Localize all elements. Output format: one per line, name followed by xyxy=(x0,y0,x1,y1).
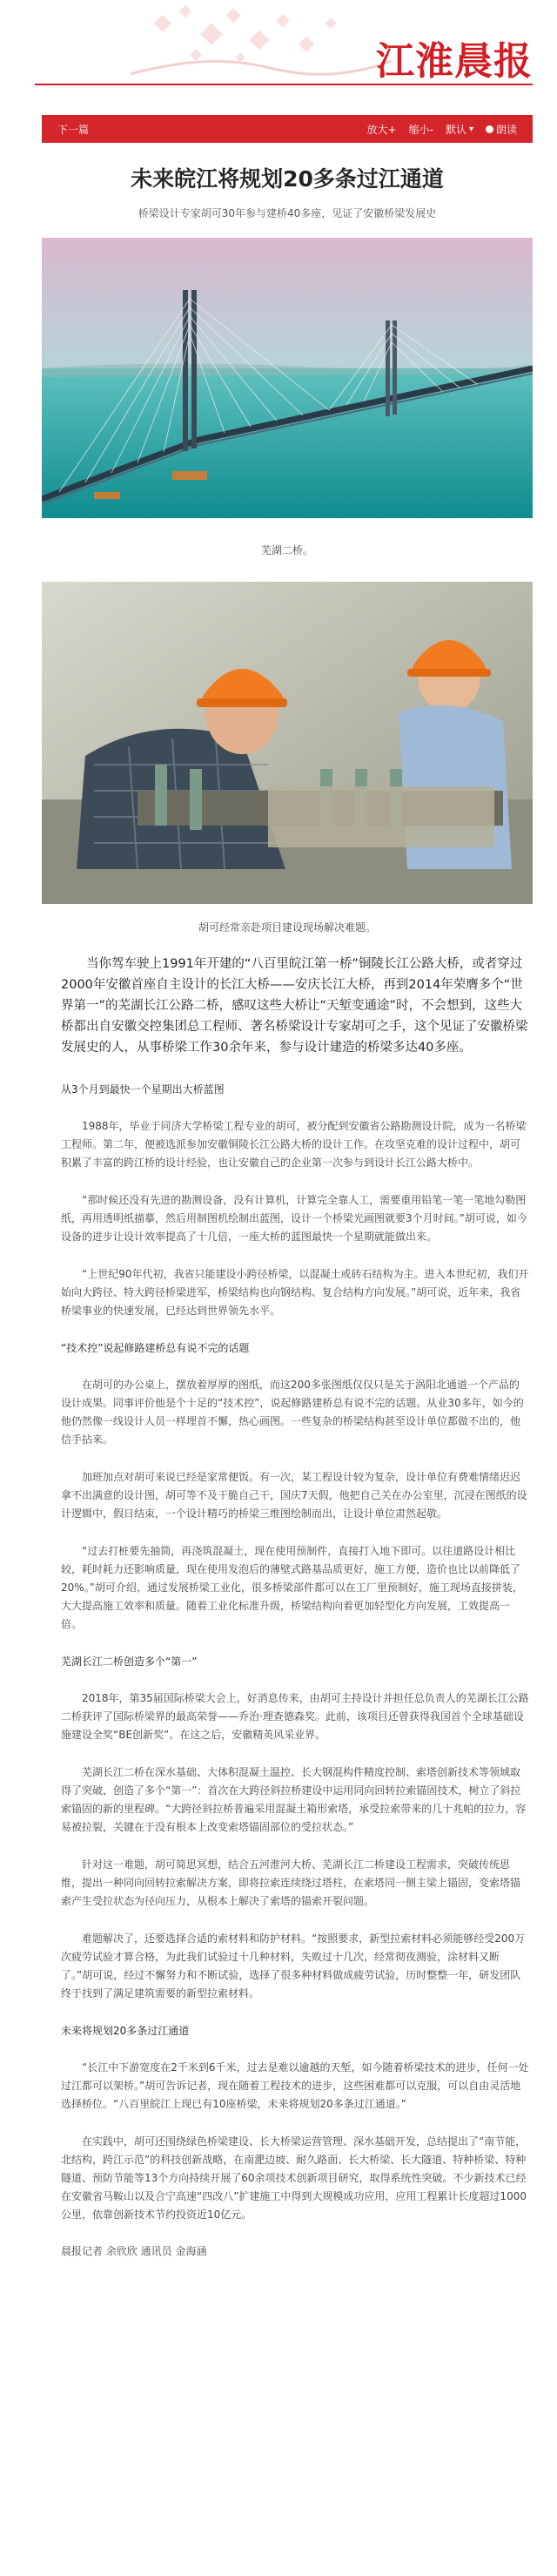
masthead-rule xyxy=(35,84,533,85)
body-paragraph: 在实践中，胡可还围绕绿色桥梁建设、长大桥梁运营管理、深水基础开发，总结提出了“南节能，北结构，跨江示范”的科技创新战略，在南淝边坡、耐久路面、长大桥梁、长大隧道、特种桥梁、特种隧道、预防节能等13个方向持续开展了60余项技术创新项目研究，取得系统性突破。不少新技术已经在安徽省马鞍山以及合宁高速“四改八”扩建施工中得到大规模成功应用，应用工程累计长度超过1000公里，依靠创新技术节约投资近10亿元。 xyxy=(61,2135,527,2221)
read-aloud-button[interactable] xyxy=(486,122,517,137)
body-paragraph: “长江中下游宽度在2千米到6千米，过去是难以逾越的天堑，如今随着桥梁技术的进步，任何一处过江都可以架桥。”胡可告诉记者，现在随着工程技术的进步，这些困难都可以克服，可以自由灵活地选择桥位。“八百里皖江上现已有10座桥梁，未来将规划20多条过江通道。” xyxy=(61,2061,529,2110)
chevron-down-icon: ▾ xyxy=(468,124,473,134)
zoom-out-button[interactable]: 缩小- xyxy=(408,123,433,136)
body-paragraph: 在胡可的办公桌上，摆放着厚厚的图纸，而这200多张图纸仅仅只是关于涡阳北通道一个产品的设计成果。同事评价他是个十足的“技术控”，说起修路建桥总有说不完的话题。从业30多年，如今的他仍然像一线设计人员一样埋首不懈，热心画图。一些复杂的桥梁结构甚至设计单位都做不出的，他信手拈来。 xyxy=(61,1379,524,1446)
bridge-illustration xyxy=(42,238,533,518)
section-heading: 未来将规划20多条过江通道 xyxy=(61,2025,190,2037)
body-paragraph: “过去打桩要先抽筒，再浇筑混凝土，现在使用预制件，直接打入地下即可。以往道路设计相比较，耗时耗力还影响质量，现在使用发泡后的薄壁式路基品质更好，施工方便，造价也比以前降低了20%。”胡可介绍，通过发展桥梁工业化，很多桥梁部件都可以在工厂里预制好，施工现场直接拼装，大大提高施工效率和质量。随着工业化标准升级，桥梁结构向着更加轻型化方向发展，工效提高一倍。 xyxy=(61,1545,523,1630)
masthead xyxy=(0,0,557,103)
body-paragraph: 1988年，毕业于同济大学桥梁工程专业的胡可，被分配到安徽省公路勘测设计院，成为一名桥梁工程师。第二年，便被选派参加安徽铜陵长江公路大桥的设计工作。在攻坚克难的设计过程中，胡可积累了丰富的跨江桥的设计经验，也让安徽自己的企业第一次参与到设计长江公路大桥中。 xyxy=(61,1120,527,1169)
read-aloud-label: 朗读 xyxy=(495,123,517,136)
section-heading: 从3个月到最快一个星期出大桥蓝图 xyxy=(61,1083,225,1096)
speaker-icon xyxy=(486,125,493,133)
article-subtitle: 桥梁设计专家胡可30年参与建桥40多座，见证了安徽桥梁发展史 xyxy=(138,207,437,219)
masthead-flourish xyxy=(131,0,392,87)
toolbar-controls xyxy=(367,122,517,137)
default-size-label: 默认 xyxy=(445,123,466,136)
next-article-link[interactable]: 下一篇 xyxy=(57,123,90,136)
article-title: 未来皖江将规划20多条过江通道 xyxy=(131,166,444,192)
body-paragraph: “上世纪90年代初，我省只能建设小跨径桥梁，以混凝土或砖石结构为主。进入本世纪初，我们开始向大跨径、特大跨径桥梁进军，桥梁结构也向钢结构、复合结构方向发展。”胡可说，近年来，我省桥梁事业的快速发展，已经达到世界领先水平。 xyxy=(61,1268,529,1317)
body-paragraph: 加班加点对胡可来说已经是家常便饭。有一次，某工程设计较为复杂，设计单位有费难情绪迟迟拿不出满意的设计图，胡可等不及干脆自己干，国庆7天假，他把自己关在办公室里，沉浸在图纸的设计逻辑中，假日结束，一个设计精巧的桥梁三维图绘制而出，让设计单位肃然起敬。 xyxy=(61,1471,527,1520)
article-body xyxy=(61,954,529,2224)
body-paragraph: 难题解决了，还要选择合适的索材料和防护材料。“按照要求，新型拉索材料必须能够经受200万次疲劳试验才算合格，为此我们试验过十几种材料，失败过十几次，经常彻夜测验，涂材料又断了。”胡可说，经过不懈努力和不断试验，选择了很多种材料做成疲劳试验，历时整整一年，研发团队终于找到了满足建筑需要的新型拉索材料。 xyxy=(61,1932,526,1999)
engineer-photo xyxy=(42,582,533,904)
body-paragraph: 针对这一难题，胡可简思冥想，结合五河淮河大桥、芜湖长江二桥建设工程需求，突破传统思维，提出一种同向回转拉索解决方案，即将拉索连续绕过塔柱，在索塔同一侧主梁上锚固，变索塔锚索产生受拉状态为径向压力，从根本上解决了索塔的锚索开裂问题。 xyxy=(61,1858,521,1907)
section-heading: “技术控”说起修路建桥总有说不完的话题 xyxy=(61,1342,250,1354)
body-paragraph: 芜湖长江二桥在深水基础、大体积混凝土温控、长大钢混构件精度控制、索塔创新技术等领域取得了突破，创造了多个“第一”：首次在大跨径斜拉桥建设中运用同向回转拉索锚固技术，树立了斜拉索锚固的新的里程碑。“大跨径斜拉桥普遍采用混凝土箱形索塔，承受拉索带来的几十兆帕的拉力，容易被拉裂，关键在于没有根本上改变索塔锚固部位的受拉状态。” xyxy=(61,1766,527,1833)
lead-paragraph: 当你驾车驶上1991年开建的“八百里皖江第一桥”铜陵长江公路大桥，或者穿过2000年安徽首座自主设计的长江大桥——安庆长江大桥，再到2014年荣膺多个“世界第一”的芜湖长江公路二桥，感叹这些大桥让“天堑变通途”时，不会想到，这些大桥都出自安徽交控集团总工程师、著名桥梁设计专家胡可之手，这个见证了安徽桥梁发展史的人，从事桥梁工作30余年来，参与设计建造的桥梁多达40多座。 xyxy=(61,957,528,1055)
body-paragraph: 2018年，第35届国际桥梁大会上，好消息传来，由胡可主持设计并担任总负责人的芜湖长江公路二桥获评了国际桥梁界的最高荣誉——乔治·理查德森奖。此前，该项目还曾获得我国首个全球基础设施建设全奖“BE创新奖”。在这之后，安徽精英风采业界。 xyxy=(61,1692,529,1741)
photo-caption-bridge: 芜湖二桥。 xyxy=(260,544,313,556)
masthead-logo: 江淮晨报 xyxy=(376,39,533,84)
photo-caption-engineer: 胡可经常亲赴项目建设现场解决难题。 xyxy=(198,921,376,934)
article-byline: 晨报记者 余欣欣 通讯员 金海涵 xyxy=(61,2245,207,2257)
zoom-in-button[interactable]: 放大+ xyxy=(366,123,397,136)
engineer-illustration xyxy=(42,582,533,904)
default-size-button[interactable] xyxy=(446,122,473,137)
bridge-photo xyxy=(42,238,533,518)
body-paragraph: “那时候还没有先进的勘测设备，没有计算机，计算完全靠人工，需要重用铅笔一笔一笔地勾勒图纸，再用透明纸描摹，然后用制图机绘制出蓝图，设计一个桥梁光画图就要3个月时间。”胡可说，如今设备的进步让设计效率提高了十几倍，一座大桥的蓝图最快一个星期就能做出来。 xyxy=(61,1194,527,1243)
section-heading: 芜湖长江二桥创造多个“第一” xyxy=(61,1656,198,1668)
article-toolbar xyxy=(42,115,533,143)
